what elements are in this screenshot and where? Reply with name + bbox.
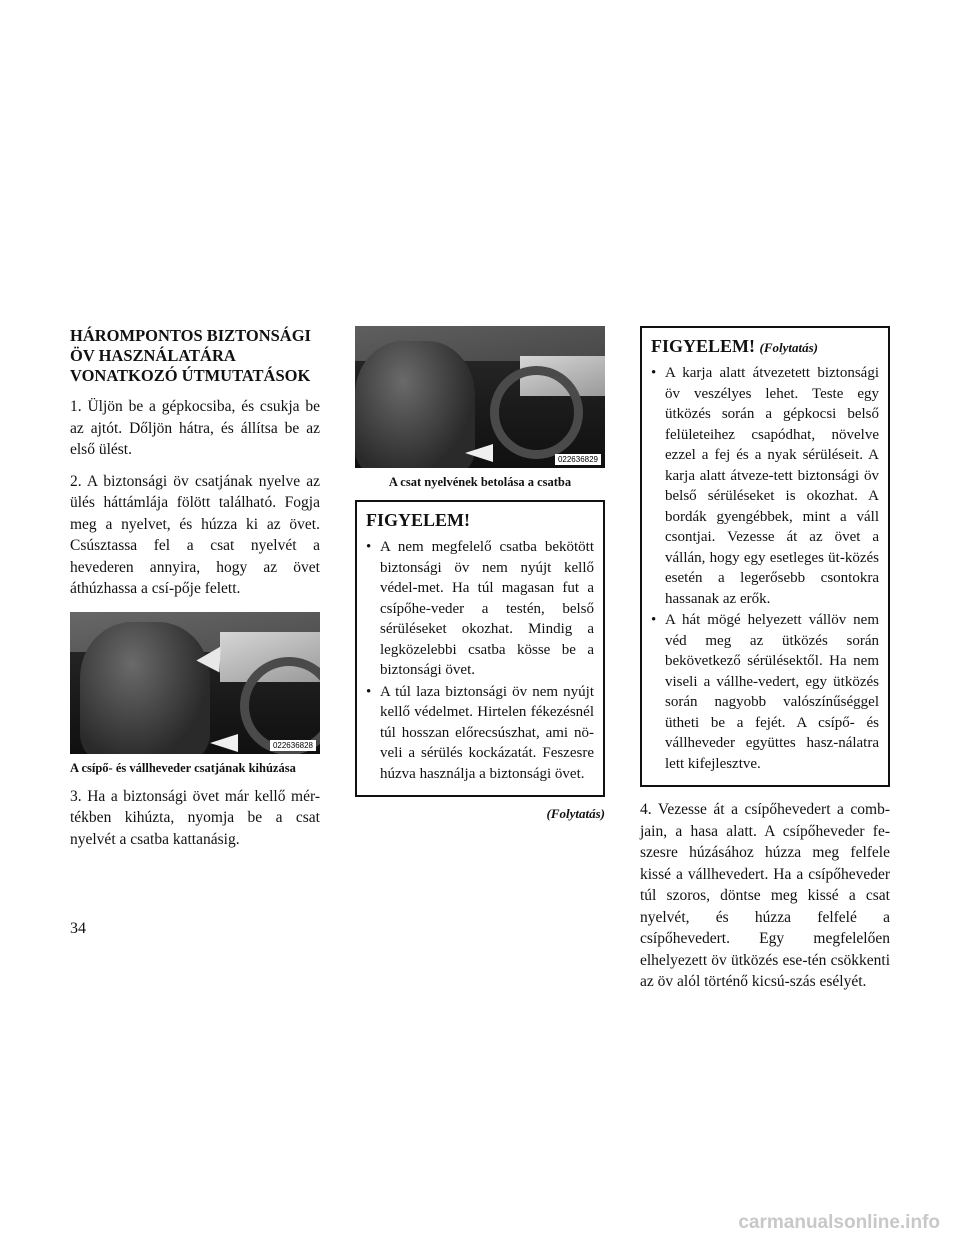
step-3-text: 3. Ha a biztonsági övet már kellő mér-tékben kihúzta, nyomja be a csat nyelvét a csatba kattanásig.	[70, 787, 320, 848]
warning-item: • A karja alatt átvezetett biztonsági öv veszélyes lehet. Teste egy ütközés során a gépkocsi belső felületeihez csapódhat, növelve ezzel a fej és a nyak sérüléseit. A karja alatt átveze-tett biztonsági öv belső sérüléseket is okozhat. A bordák gyengébbek, mint a váll csontjai. Vezesse át az övet a vállán, hogy egy esetleges üt-közés esetén a legerősebb csontokra hassanak az erők.	[651, 365, 879, 607]
figure-code: 022636828	[270, 740, 316, 751]
step-4-text: 4. Vezesse át a csípőhevedert a comb-jain, a hasa alatt. A csípőheveder fe-szesre húzásához húzza meg felfele kissé a vállhevedert. Ha a csípőheveder túl szoros, döntse meg kissé a csat nyelvét, és húzza felfelé a csípőhevedert. Egy megfelelően elhelyezett öv ütközés ese-tén csökkenti az öv alól történő kicsú-szás esélyét.	[640, 801, 890, 990]
step-2-text: 2. A biztonsági öv csatjának nyelve az ülés háttámlája fölött található. Fogja meg a nyelvet, és húzza ki az övet. Csúsztassa fel a csat nyelvét a hevederen annyira, hogy az övet áthúzhassa a csí-pője felett.	[70, 472, 320, 597]
watermark: carmanualsonline.info	[738, 1212, 940, 1233]
warning-list	[651, 363, 879, 774]
left-column	[70, 326, 320, 860]
middle-column	[355, 326, 605, 822]
warning-box	[355, 500, 605, 797]
figure-code: 022636829	[555, 454, 601, 465]
arrow-icon	[210, 734, 238, 752]
warning-title: FIGYELEM!	[366, 510, 471, 530]
arrow-icon	[465, 444, 493, 462]
figure-pulling-belt-tongue	[70, 612, 320, 754]
continued-label: (Folytatás)	[546, 806, 605, 821]
page-number: 34	[70, 920, 86, 937]
warning-title: FIGYELEM! (Folytatás)	[651, 336, 819, 356]
warning-item: • A túl laza biztonsági öv nem nyújt kellő védelmet. Hirtelen fékezésnél túl hosszan előrecsúszhat, ami nö-veli a sérülés kockázatát. Feszesre húzva használja a biztonsági övet.	[366, 683, 594, 782]
step-1-text: 1. Üljön be a gépkocsiba, és csukja be az ajtót. Dőljön hátra, és állítsa be az első ülést.	[70, 398, 320, 458]
warning-list	[366, 537, 594, 784]
warning-continued: (Folytatás)	[759, 340, 819, 355]
figure-inserting-tongue	[355, 326, 605, 468]
figure-caption: A csat nyelvének betolása a csatba	[388, 475, 572, 489]
warning-item: • A hát mögé helyezett vállöv nem véd meg az ütközés során bekövetkező sérülésektől. Ha nem viseli a vállhe-vedert, egy ütközés során nagyobb valószínűséggel ütheti be a fejét. A csípő- és vállheveder együttes hasz-nálatra lett kifejlesztve.	[651, 612, 879, 772]
warning-item: • A nem megfelelő csatba bekötött biztonsági öv nem nyújt kellő védel-met. Ha túl magasan fut a csípőhe-veder a testén, belső sérüléseket okozhat. Mindig a legközelebbi csatba kösse be a biztonsági övet.	[366, 539, 594, 678]
warning-box	[640, 326, 890, 787]
section-heading: HÁROMPONTOS BIZTONSÁGI ÖV HASZNÁLATÁRA VONATKOZÓ ÚTMUTATÁSOK	[70, 326, 311, 385]
right-column	[640, 326, 890, 1003]
figure-caption: A csípő- és vállheveder csatjának kihúzása	[70, 760, 296, 775]
